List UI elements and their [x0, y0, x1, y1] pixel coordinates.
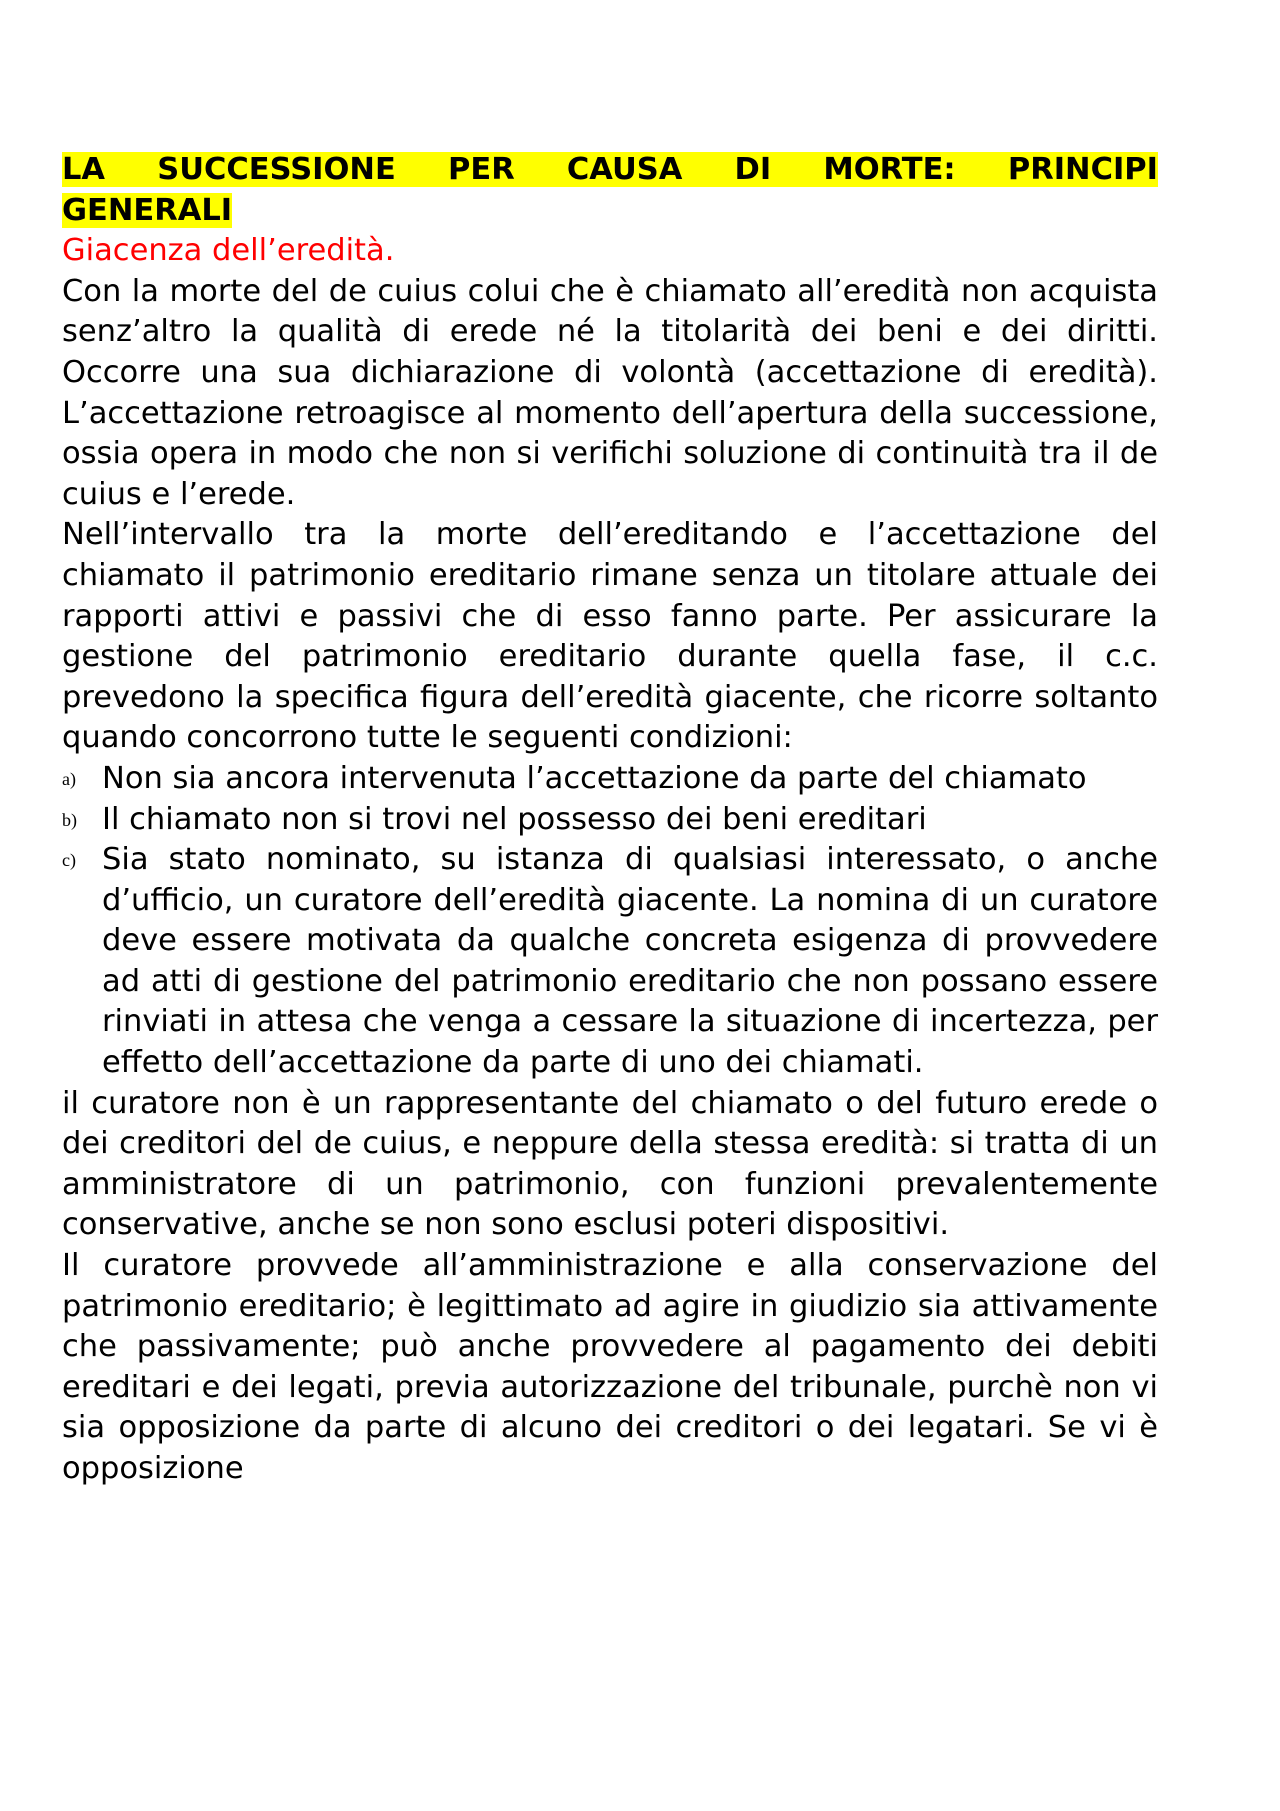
paragraph-1: Con la morte del de cuius colui che è chiamato all’eredità non acquista senz’altro la qualità di erede né la titolarità dei beni e dei diritti. Occorre una sua dichiarazione di volontà (accettazione di eredità). L’accettazione retroagisce al momento dell’apertura della successione, ossia opera in modo che non si verifichi soluzione di continuità tra il de cuius e l’erede. — [62, 273, 1158, 512]
list-marker: c) — [62, 850, 76, 871]
title-line-2: GENERALI — [62, 192, 233, 228]
section-subtitle: Giacenza dell’eredità. — [62, 233, 395, 269]
paragraph-3: il curatore non è un rappresentante del chiamato o del futuro erede o dei creditori del de cuius, e neppure della stessa eredità: si tratta di un amministratore di un patrimonio, con funzioni prevalentemente conservative, anche se non sono esclusi poteri dispositivi. — [62, 1085, 1158, 1243]
document-title — [62, 150, 1158, 231]
list-item-text: Non sia ancora intervenuta l’accettazione da parte del chiamato — [102, 760, 1087, 796]
list-marker: b) — [62, 809, 77, 830]
list-marker: a) — [62, 768, 76, 789]
list-item — [62, 759, 1158, 800]
list-item-text: Il chiamato non si trovi nel possesso dei beni ereditari — [102, 801, 927, 837]
conditions-list — [62, 759, 1158, 1084]
list-item-text: Sia stato nominato, su istanza di qualsiasi interessato, o anche d’ufficio, un curatore dell’eredità giacente. La nomina di un curatore deve essere motivata da qualche concreta esigenza di provvedere ad atti di gestione del patrimonio ereditario che non possano essere rinviati in attesa che venga a cessare la situazione di incertezza, per effetto dell’accettazione da parte di uno dei chiamati. — [102, 842, 1158, 1081]
list-item — [62, 840, 1158, 1084]
paragraph-2: Nell’intervallo tra la morte dell’ereditando e l’accettazione del chiamato il patrimonio ereditario rimane senza un titolare attuale dei rapporti attivi e passivi che di esso fanno parte. Per assicurare la gestione del patrimonio ereditario durante quella fase, il c.c. prevedono la specifica figura dell’eredità giacente, che ricorre soltanto quando concorrono tutte le seguenti condizioni: — [62, 517, 1158, 756]
document-page — [62, 150, 1158, 1490]
title-line-1: LA SUCCESSIONE PER CAUSA DI MORTE: PRINCIPI — [62, 152, 1158, 187]
list-item — [62, 800, 1158, 841]
paragraph-4: Il curatore provvede all’amministrazione e alla conservazione del patrimonio ereditario; è legittimato ad agire in giudizio sia attivamente che passivamente; può anche provvedere al pagamento dei debiti ereditari e dei legati, previa autorizzazione del tribunale, purchè non vi sia opposizione da parte di alcuno dei creditori o dei legatari. Se vi è opposizione — [62, 1248, 1158, 1486]
